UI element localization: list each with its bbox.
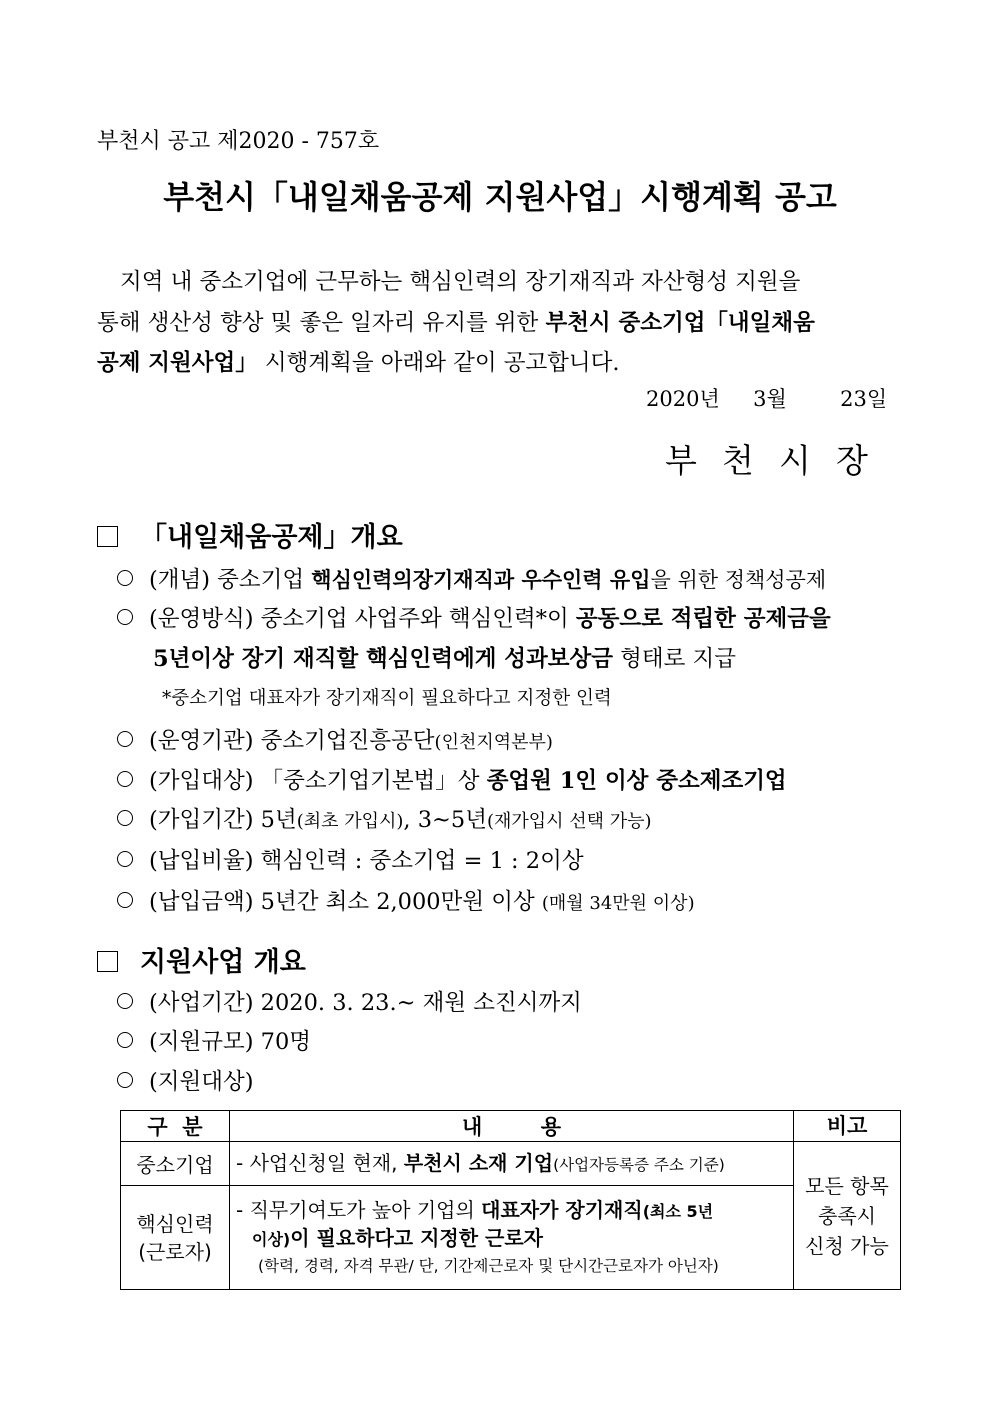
table-header-row [121,1111,901,1142]
doc-number: 부천시 공고 제2020 - 757호 [97,129,380,154]
item-concept: (개념) 중소기업 핵심인력의장기재직과 우수인력 유입을 위한 정책성공제 [117,562,826,594]
item-amount: (납입금액) 5년간 최소 2,000만원 이상 (매월 34만원 이상) [117,884,695,916]
date-year: 2020년 [646,387,720,411]
row-worker-category: 핵심인력 (근로자) [121,1186,230,1290]
item-biz-period: (사업기간) 2020. 3. 23.~ 재원 소진시까지 [117,985,582,1017]
table-row [121,1142,901,1186]
row-worker-content: - 직무기여도가 높아 기업의 대표자가 장기재직(최소 5년 이상)이 필요하다고 지정한 근로자 (학력, 경력, 자격 무관/ 단, 기간제근로자 및 단시간근로자가 아닌자) [230,1186,794,1290]
circle-bullet-icon [117,771,133,787]
item-ratio: (납입비율) 핵심인력 : 중소기업 = 1 : 2이상 [117,843,584,875]
item-operation-cont: 5년이상 장기 재직할 핵심인력에게 성과보상금 형태로 지급 [153,646,736,672]
header-content: 내 용 [230,1111,794,1142]
doc-title: 부천시「내일채움공제 지원사업」시행계획 공고 [163,178,837,216]
checkbox-square-icon [97,951,118,972]
row-sme-content: - 사업신청일 현재, 부천시 소재 기업(사업자등록증 주소 기준) [230,1142,794,1186]
item-support-target: (지원대상) [117,1064,254,1096]
circle-bullet-icon [117,892,133,908]
operation-footnote: *중소기업 대표자가 장기재직이 필요하다고 지정한 인력 [162,688,612,709]
row-sme-category: 중소기업 [121,1142,230,1186]
circle-bullet-icon [117,810,133,826]
intro-line-2: 통해 생산성 향상 및 좋은 일자리 유지를 위한 부천시 중소기업「내일채움 [97,310,815,336]
item-period: (가입기간) 5년(최초 가입시), 3~5년(재가입시 선택 가능) [117,802,652,834]
header-remark: 비고 [794,1111,901,1142]
announce-date [646,383,887,413]
date-month: 3월 [753,387,787,411]
checkbox-square-icon [97,526,118,547]
section-1-heading: 「내일채움공제」개요 [97,515,403,554]
section-2-heading: 지원사업 개요 [97,940,306,979]
circle-bullet-icon [117,851,133,867]
header-category: 구 분 [121,1111,230,1142]
table-row [121,1186,901,1290]
item-operation: (운영방식) 중소기업 사업주와 핵심인력*이 공동으로 적립한 공제금을 [117,601,831,633]
circle-bullet-icon [117,570,133,586]
item-scale: (지원규모) 70명 [117,1024,311,1056]
circle-bullet-icon [117,1072,133,1088]
item-agency: (운영기관) 중소기업진흥공단(인천지역본부) [117,723,553,755]
mayor-signature: 부 천 시 장 [665,441,868,480]
intro-line-3: 공제 지원사업」 시행계획을 아래와 같이 공고합니다. [97,350,620,376]
circle-bullet-icon [117,1032,133,1048]
circle-bullet-icon [117,731,133,747]
row-remark: 모든 항목 충족시 신청 가능 [794,1142,901,1290]
date-day: 23일 [840,387,888,411]
intro-line-1: 지역 내 중소기업에 근무하는 핵심인력의 장기재직과 자산형성 지원을 [120,269,801,295]
support-target-table [120,1110,901,1290]
item-target: (가입대상) 「중소기업기본법」상 종업원 1인 이상 중소제조기업 [117,763,787,795]
circle-bullet-icon [117,993,133,1009]
circle-bullet-icon [117,609,133,625]
